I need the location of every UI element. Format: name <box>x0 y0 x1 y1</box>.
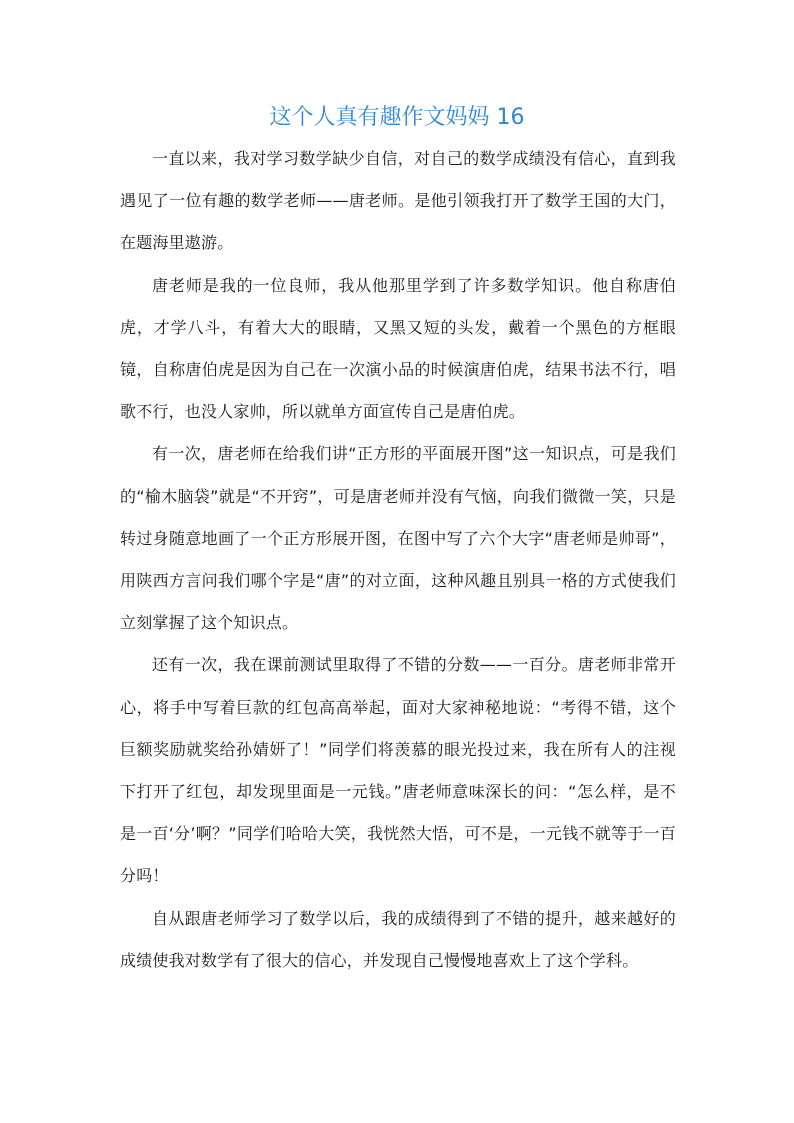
paragraph-1: 一直以来，我对学习数学缺少自信，对自己的数学成绩没有信心，直到我遇见了一位有趣的数学老师——唐老师。是他引领我打开了数学王国的大门，在题海里遨游。 <box>120 149 676 253</box>
paragraph-3: 有一次，唐老师在给我们讲“正方形的平面展开图”这一知识点，可是我们的“榆木脑袋”就是“不开窍”，可是唐老师并没有气恼，向我们微微一笑，只是转过身随意地画了一个正方形展开图，在图中写了六个大字“唐老师是帅哥”，用陕西方言问我们哪个字是“唐”的对立面，这种风趣且别具一格的方式使我们立刻掌握了这个知识点。 <box>120 444 676 633</box>
paragraph-5: 自从跟唐老师学习了数学以后，我的成绩得到了不错的提升，越来越好的成绩使我对数学有了很大的信心，并发现自己慢慢地喜欢上了这个学科。 <box>120 908 676 970</box>
page-title: 这个人真有趣作文妈妈 16 <box>269 105 525 130</box>
paragraph-2: 唐老师是我的一位良师，我从他那里学到了许多数学知识。他自称唐伯虎，才学八斗，有着大大的眼睛，又黑又短的头发，戴着一个黑色的方框眼镜，自称唐伯虎是因为自己在一次演小品的时候演唐伯虎，结果书法不行，唱歌不行，也没人家帅，所以就单方面宣传自己是唐伯虎。 <box>120 275 676 422</box>
document-body <box>120 138 676 982</box>
paragraph-4: 还有一次，我在课前测试里取得了不错的分数——一百分。唐老师非常开心，将手中写着巨款的红包高高举起，面对大家神秘地说：“考得不错，这个巨额奖励就奖给孙婧妍了！”同学们将羡慕的眼光投过来，我在所有人的注视下打开了红包，却发现里面是一元钱。”唐老师意味深长的问：“怎么样，是不是一百‘分’啊？”同学们哈哈大笑，我恍然大悟，可不是，一元钱不就等于一百分吗！ <box>120 655 676 886</box>
